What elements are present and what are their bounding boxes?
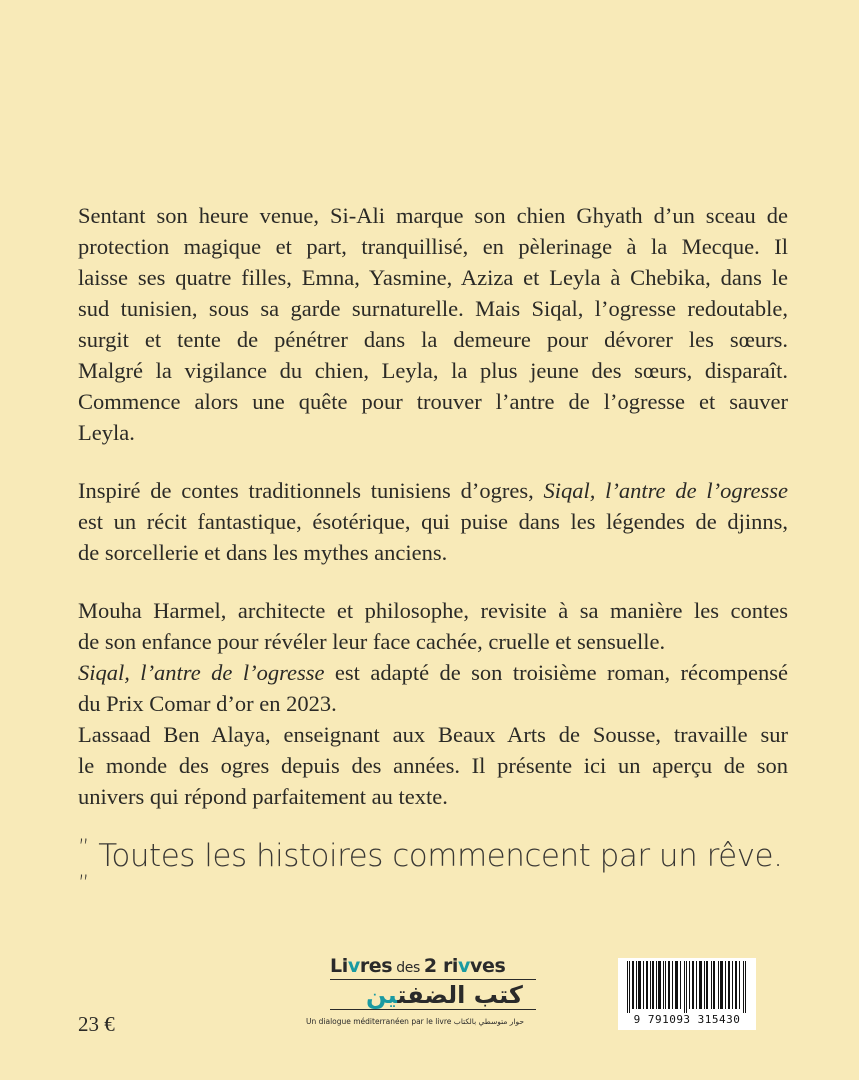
inspiration-paragraph xyxy=(78,475,788,568)
authors-line xyxy=(78,657,788,688)
synopsis-line: protection magique et part, tranquillisé, en pèlerinage à la Mecque. Il xyxy=(78,234,788,259)
isbn-number: 9 791093 315430 xyxy=(633,1013,741,1026)
logo-divider xyxy=(330,979,536,980)
inspiration-intro: Inspiré de contes traditionnels tunisiens d’ogres, xyxy=(78,478,544,503)
synopsis-line: laisse ses quatre filles, Emna, Yasmine, Aziza et Leyla à Chebika, dans le xyxy=(78,265,788,290)
publisher-arabic-name: كتب الضفتين xyxy=(366,981,523,1009)
authors-line: du Prix Comar d’or en 2023. xyxy=(78,691,337,716)
authors-paragraph xyxy=(78,595,788,812)
synopsis-line: Sentant son heure venue, Si-Ali marque son chien Ghyath d’un sceau de xyxy=(78,203,788,228)
authors-line-rest: est adapté de son troisième roman, récompensé xyxy=(324,660,789,685)
authors-line: le monde des ogres depuis des années. Il présente ici un aperçu de son xyxy=(78,753,788,778)
authors-line: Lassaad Ben Alaya, enseignant aux Beaux Arts de Sousse, travaille sur xyxy=(78,722,788,747)
inspiration-line xyxy=(78,475,788,506)
publisher-tagline: Un dialogue méditerranéen par le livre حوار متوسطي بالكتاب xyxy=(306,1017,525,1026)
isbn-barcode xyxy=(618,958,756,1030)
synopsis-line: Malgré la vigilance du chien, Leyla, la plus jeune des sœurs, disparaît. xyxy=(78,358,788,383)
book-title: Siqal, l’antre de l’ogresse xyxy=(543,478,789,503)
synopsis-line: Commence alors une quête pour trouver l’antre de l’ogresse et sauver xyxy=(78,389,788,414)
publisher-name: Livres des 2 rivves xyxy=(330,955,506,977)
back-cover-blurb xyxy=(78,200,788,839)
barcode-bars xyxy=(623,961,751,1013)
quote-text: Toutes les histoires commencent par un rêve. xyxy=(98,838,783,874)
logo-divider xyxy=(330,1009,536,1010)
authors-line: Mouha Harmel, architecte et philosophe, revisite à sa manière les contes xyxy=(78,598,788,623)
quote-open-mark: ” xyxy=(78,836,89,861)
authors-line: univers qui répond parfaitement au texte. xyxy=(78,784,448,809)
synopsis-line: sud tunisien, sous sa garde surnaturelle. Mais Siqal, l’ogresse redoutable, xyxy=(78,296,788,321)
pull-quote xyxy=(78,838,798,910)
inspiration-line: de sorcellerie et dans les mythes anciens. xyxy=(78,540,448,565)
quote-close-mark: ” xyxy=(78,872,89,897)
inspiration-line: est un récit fantastique, ésotérique, qui puise dans les légendes de djinns, xyxy=(78,509,788,534)
book-title: Siqal, l’antre de l’ogresse xyxy=(78,660,325,685)
synopsis-paragraph xyxy=(78,200,788,448)
synopsis-line: Leyla. xyxy=(78,420,135,445)
authors-line: de son enfance pour révéler leur face cachée, cruelle et sensuelle. xyxy=(78,629,666,654)
publisher-logo xyxy=(306,955,546,1035)
synopsis-line: surgit et tente de pénétrer dans la demeure pour dévorer les sœurs. xyxy=(78,327,788,352)
price: 23 € xyxy=(78,1012,115,1036)
